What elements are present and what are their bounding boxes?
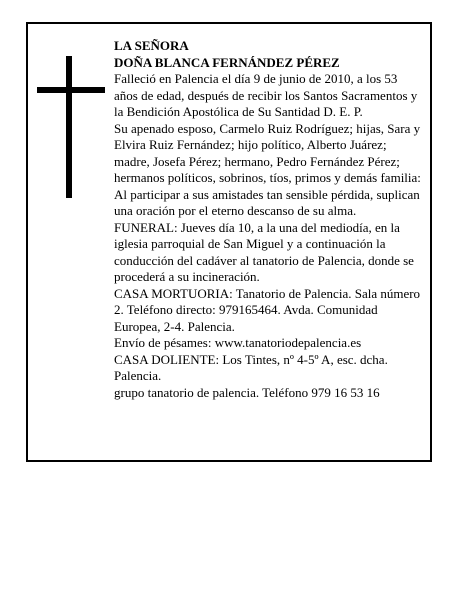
death-announcement: Falleció en Palencia el día 9 de junio de 2010, a los 53 años de edad, después de recibir los Santos Sacramentos y la Bendición Apostólica de Su Santidad D. E. P. <box>114 71 418 119</box>
family-list: Su apenado esposo, Carmelo Ruiz Rodríguez; hijas, Sara y Elvira Ruiz Fernández; hijo político, Alberto Juárez; madre, Josefa Pérez; hermano, Pedro Fernández Pérez; hermanos políticos, sobrinos, tíos, primos y demás familia: <box>114 120 421 185</box>
family-home-info: CASA DOLIENTE: Los Tintes, nº 4-5º A, esc. dcha. Palencia. <box>114 351 388 383</box>
cross-horizontal-bar <box>37 87 105 93</box>
mortuary-info: CASA MORTUORIA: Tanatorio de Palencia. Sala número 2. Teléfono directo: 979165464. Avda. Comunidad Europea, 2-4. Palencia. <box>114 285 421 334</box>
funeral-info: FUNERAL: Jueves día 10, a la una del mediodía, en la iglesia parroquial de San Miguel y a continuación la conducción del cadáver al tanatorio de Palencia, donde se procederá a su incineración. <box>114 219 414 284</box>
condolences-website: Envío de pésames: www.tanatoriodepalencia.es <box>114 335 362 350</box>
latin-cross-icon <box>37 56 105 198</box>
deceased-name: DOÑA BLANCA FERNÁNDEZ PÉREZ <box>114 54 340 70</box>
prayer-request: Al participar a sus amistades tan sensible pérdida, suplican una oración por el eterno descanso de su alma. <box>114 186 420 218</box>
funeral-home-contact: grupo tanatorio de palencia. Teléfono 979 16 53 16 <box>114 384 380 400</box>
notice-body <box>114 38 424 401</box>
cross-vertical-bar <box>66 56 72 198</box>
notice-title: LA SEÑORA <box>114 38 189 53</box>
